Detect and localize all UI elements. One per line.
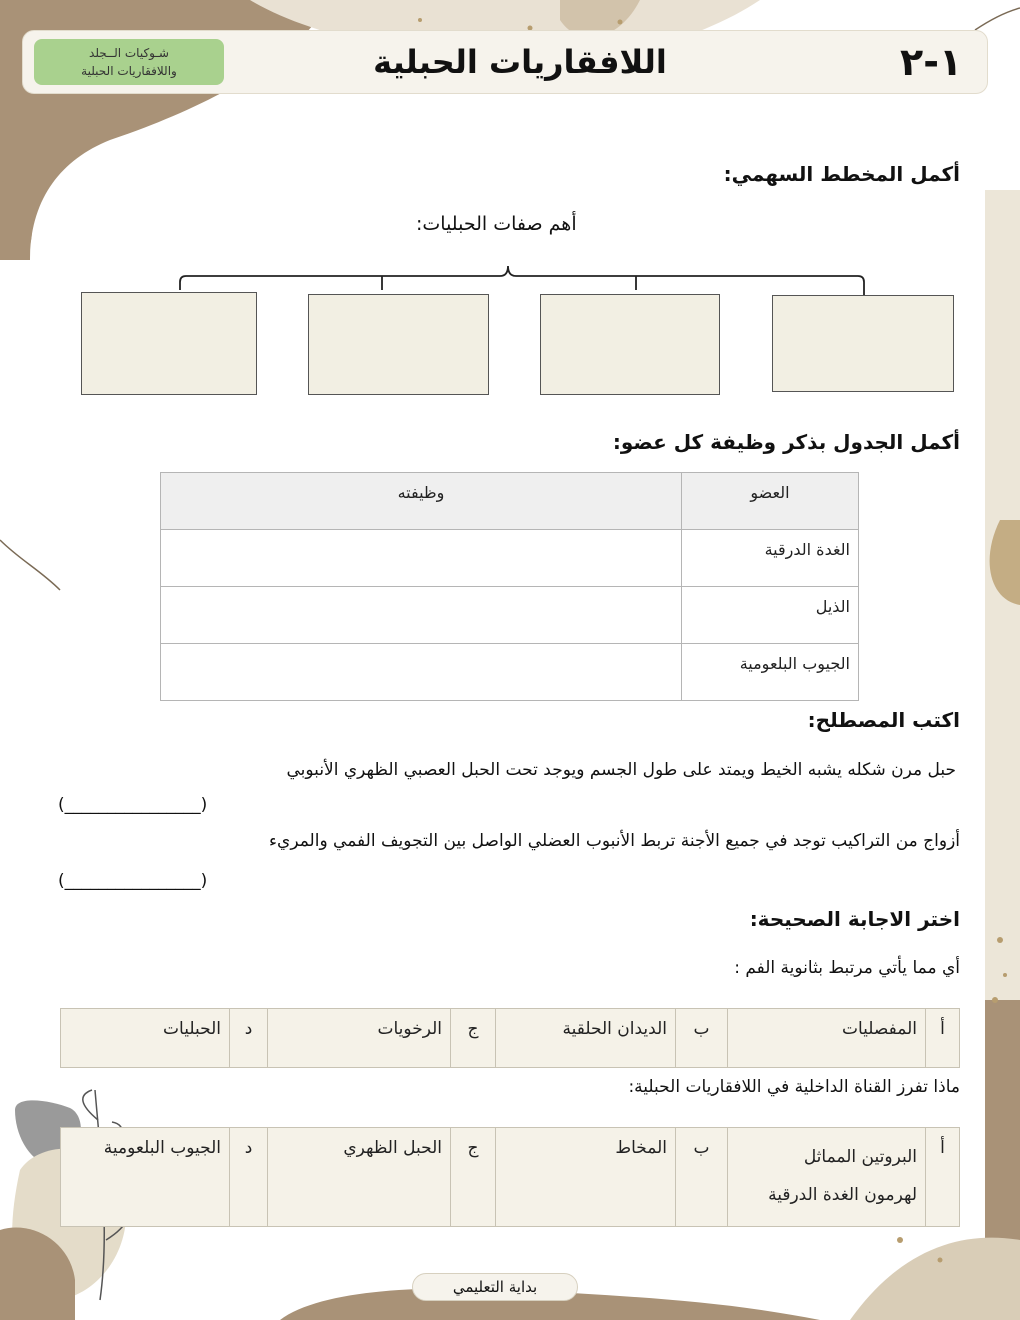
table-row <box>161 644 859 701</box>
option-letter[interactable]: د <box>230 1128 268 1227</box>
page-title: اللافقاريات الحبلية <box>373 43 667 81</box>
term-question-1: حبل مرن شكله يشبه الخيط ويمتد على طول الجسم ويوجد تحت الحبل العصبي الظهري الأنبوبي <box>286 760 956 780</box>
option-letter[interactable]: أ <box>926 1009 960 1068</box>
option-text[interactable] <box>728 1128 926 1227</box>
mcq-question-2: ماذا تفرز القناة الداخلية في اللافقاريات الحبلية: <box>628 1077 960 1097</box>
table-row <box>161 530 859 587</box>
diagram-box-1[interactable] <box>772 295 954 392</box>
diagram-box-4[interactable] <box>81 292 257 395</box>
option-text[interactable]: الحبل الظهري <box>268 1128 451 1227</box>
option-letter[interactable]: ب <box>676 1009 728 1068</box>
diagram-box-2[interactable] <box>540 294 720 395</box>
badge-line-1: شـوكيات الــجلد <box>89 46 169 60</box>
badge-line-2: واللافقاريات الحبلية <box>81 64 177 78</box>
option-text[interactable]: المخاط <box>496 1128 676 1227</box>
option-text[interactable]: الجيوب البلعومية <box>61 1128 230 1227</box>
table-header-row <box>161 473 859 530</box>
term-answer-blank-1[interactable]: (________________) <box>58 795 208 815</box>
mcq-options-1 <box>60 1008 960 1068</box>
diagram-center-label: أهم صفات الحبليات: <box>416 213 577 235</box>
diagram-box-3[interactable] <box>308 294 489 395</box>
table-row <box>161 587 859 644</box>
option-text[interactable]: الحبليات <box>61 1009 230 1068</box>
option-text-line-1: البروتين المماثل <box>803 1147 917 1167</box>
option-text[interactable]: المفصليات <box>728 1009 926 1068</box>
option-letter[interactable]: د <box>230 1009 268 1068</box>
section-title-table: أكمل الجدول بذكر وظيفة كل عضو: <box>612 430 960 454</box>
organ-cell: الجيوب البلعومية <box>682 644 859 701</box>
section-title-diagram: أكمل المخطط السهمي: <box>723 162 960 186</box>
option-letter[interactable]: ج <box>451 1009 496 1068</box>
mcq-options-2 <box>60 1127 960 1227</box>
function-cell[interactable] <box>161 530 682 587</box>
organ-cell: الغدة الدرقية <box>682 530 859 587</box>
option-text[interactable]: الرخويات <box>268 1009 451 1068</box>
unit-number: ١-٢ <box>900 40 963 84</box>
option-letter[interactable]: ج <box>451 1128 496 1227</box>
footer-brand: بداية التعليمي <box>412 1273 578 1301</box>
function-cell[interactable] <box>161 587 682 644</box>
section-title-mcq: اختر الاجابة الصحيحة: <box>749 907 960 931</box>
col-header-function: وظيفته <box>161 473 682 530</box>
option-text[interactable]: الديدان الحلقية <box>496 1009 676 1068</box>
option-letter[interactable]: ب <box>676 1128 728 1227</box>
option-letter[interactable]: أ <box>926 1128 960 1227</box>
organ-function-table <box>160 472 859 701</box>
function-cell[interactable] <box>161 644 682 701</box>
term-question-2: أزواج من التراكيب توجد في جميع الأجنة تربط الأنبوب العضلي الواصل بين التجويف الفمي والمريء <box>269 831 960 851</box>
mcq-question-1: أي مما يأتي مرتبط بثانوية الفم : <box>734 958 960 978</box>
section-title-term: اكتب المصطلح: <box>807 708 960 732</box>
col-header-organ: العضو <box>682 473 859 530</box>
option-text-line-2: لهرمون الغدة الدرقية <box>768 1185 917 1205</box>
term-answer-blank-2[interactable]: (________________) <box>58 871 208 891</box>
organ-cell: الذيل <box>682 587 859 644</box>
